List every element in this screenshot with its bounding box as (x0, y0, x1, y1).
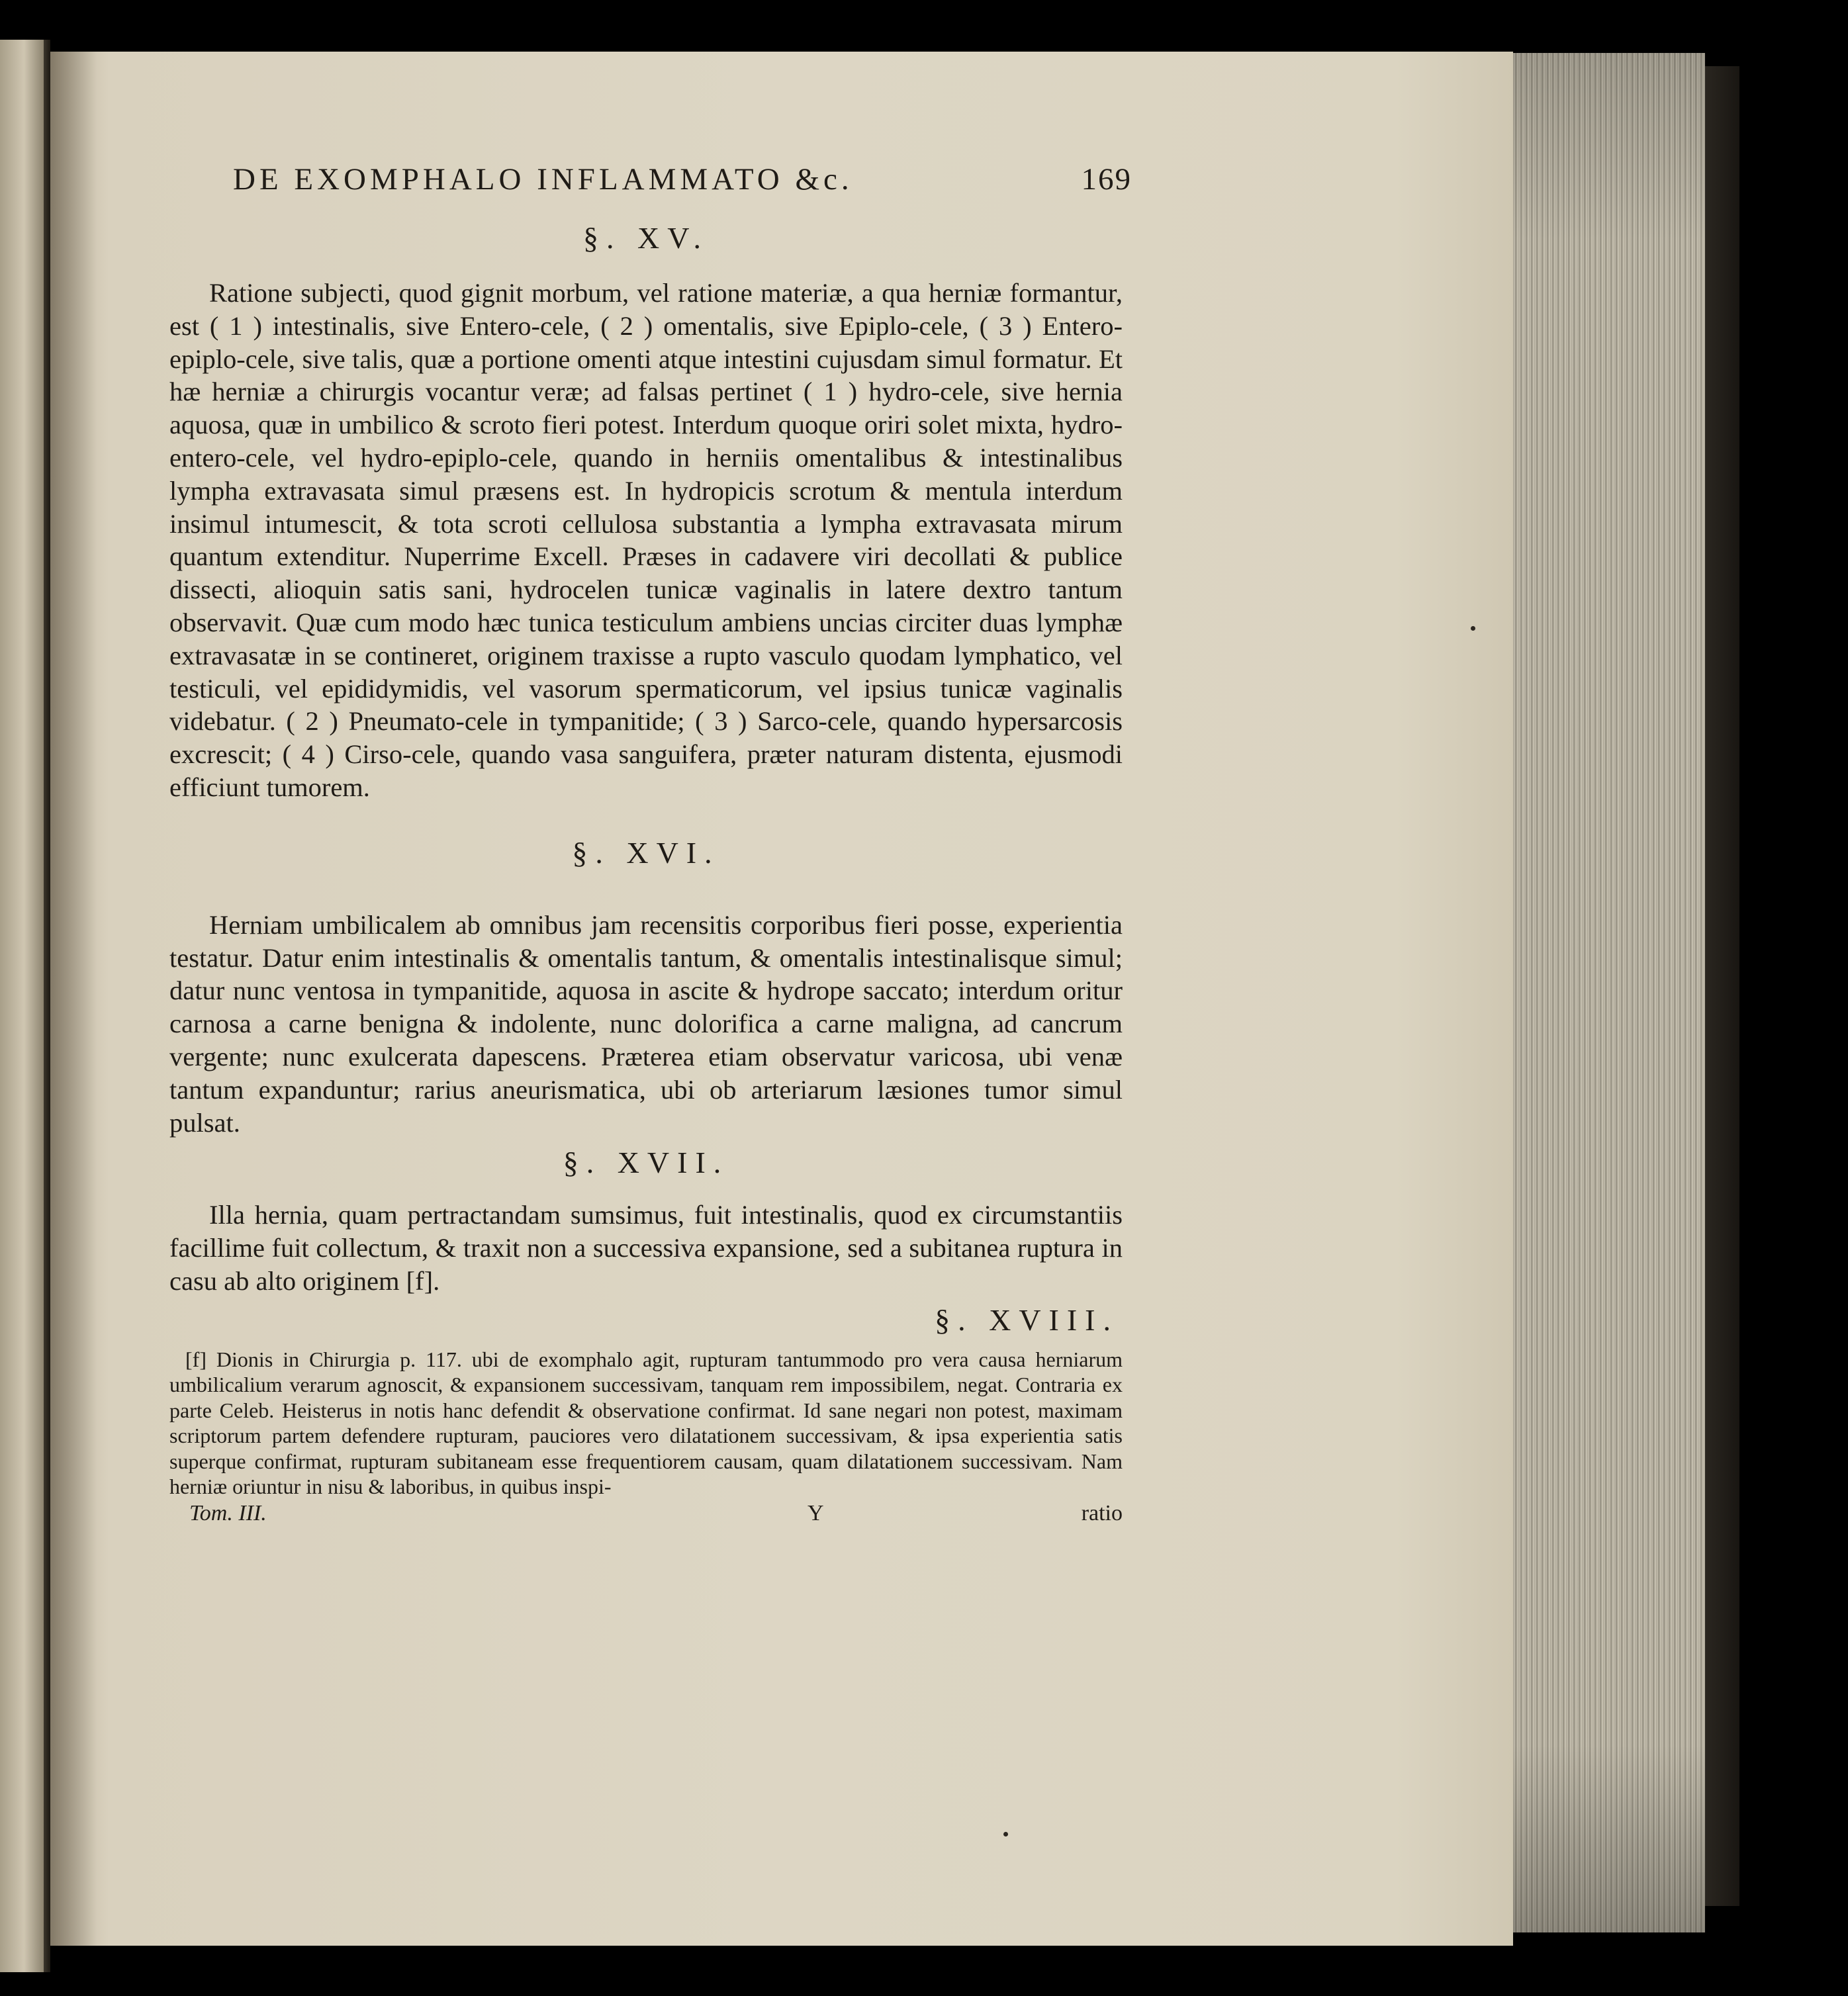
volume-mark: Tom. III. (189, 1500, 267, 1525)
section-heading: §. XVII. (563, 1146, 729, 1180)
running-head-title: DE EXOMPHALO INFLAMMATO &c. (233, 162, 853, 197)
facing-page-edge (0, 40, 44, 1972)
section-heading: §. XV. (582, 221, 709, 255)
section-heading: §. XVIII. (935, 1302, 1119, 1337)
running-head (169, 150, 1132, 209)
section-heading: §. XVI. (572, 835, 720, 870)
section-text: Herniam umbilicalem ab omnibus jam recensitis corporibus fieri posse, experientia testatur. Datur enim intestinalis & omentalis tantum, & omentalis intestinalisque simul; datur nunc ventosa in tympanitide, aquosa in ascite & hydrope saccato; interdum oritur carnosa a carne benigna & indolente, nunc dolorifica a carne maligna, ad cancrum vergente; nunc exulcerata dapescens. Præterea etiam observatur varicosa, ubi venæ tantum expanduntur; rarius aneurismatica, ubi ob arteriarum læsiones tumor simul pulsat. (169, 909, 1123, 1138)
signature-line (169, 1501, 1123, 1530)
page-content (169, 150, 1132, 1530)
footnote: [f] Dionis in Chirurgia p. 117. ubi de exomphalo agit, rupturam tantummodo pro vera causa herniarum umbilicalium verarum agnoscit, & expansionem successivam, tanquam rem impossibilem, negat. Contraria ex parte Celeb. Heisterus in notis hanc defendit & observatione confirmat. Id sane negari non potest, maximam scriptorum partem defendere rupturam, pauciores vero dilatationem successivam, & ipsa experientia satis superque confirmat, rupturam subitaneam esse frequentiorem causam, quam dilatationem successivam. Nam herniæ oriuntur in nisu & laboribus, in quibus inspi- (169, 1347, 1123, 1499)
gutter-shadow (44, 40, 50, 1972)
page-number: 169 (1081, 162, 1132, 197)
book-cover-edge (1705, 66, 1739, 1906)
signature-mark: Y (808, 1500, 824, 1525)
section-text: Illa hernia, quam pertractandam sumsimus, fuit intestinalis, quod ex circumstantiis facillime fuit collectum, & traxit non a successiva expansione, sed a subitanea ruptura in casu ab alto originem [f]. (169, 1200, 1123, 1296)
speck (1471, 626, 1475, 631)
catchword: ratio (1081, 1500, 1123, 1525)
page-gutter-shade (50, 52, 97, 1946)
section-text: Ratione subjecti, quod gignit morbum, vel ratione materiæ, a qua herniæ formantur, est ( 1 ) intestinalis, sive Entero-cele, ( 2 ) omentalis, sive Epiplo-cele, ( 3 ) Entero-epiplo-cele, sive talis, quæ a portione omenti atque intestini cujusdam simul formatur. Et hæ herniæ a chirurgis vocantur veræ; ad falsas pertinet ( 1 ) hydro-cele, sive hernia aquosa, quæ in umbilico & scroto fieri potest. Interdum quoque oriri solet mixta, hydro-entero-cele, vel hydro-epiplo-cele, quando in herniis omentalibus & intestinalibus lympha extravasata simul præsens est. In hydropicis scrotum & mentula interdum insimul intumescit, & tota scroti cellulosa substantia a lympha extravasata mirum quantum extenditur. Nuperrime Excell. Præses in cadavere viri decollati & publice dissecti, alioquin satis sani, hydrocelen tunicæ vaginalis in latere dextro tantum observavit. Quæ cum modo hæc tunica testiculum ambiens uncias circiter duas lymphæ extravasatæ in se contineret, originem traxisse a rupto vasculo quodam lymphatico, vel testiculi, vel epididymidis, vel vasorum spermaticorum, vel ipsius tunicæ vaginalis videbatur. ( 2 ) Pneumato-cele in tympanitide; ( 3 ) Sarco-cele, quando hypersarcosis excrescit; ( 4 ) Cirso-cele, quando vasa sanguifera, præter naturam distenta, ejusmodi efficiunt tumorem. (169, 278, 1123, 802)
fore-edge-shade (1513, 53, 1705, 1932)
speck (1003, 1832, 1008, 1837)
